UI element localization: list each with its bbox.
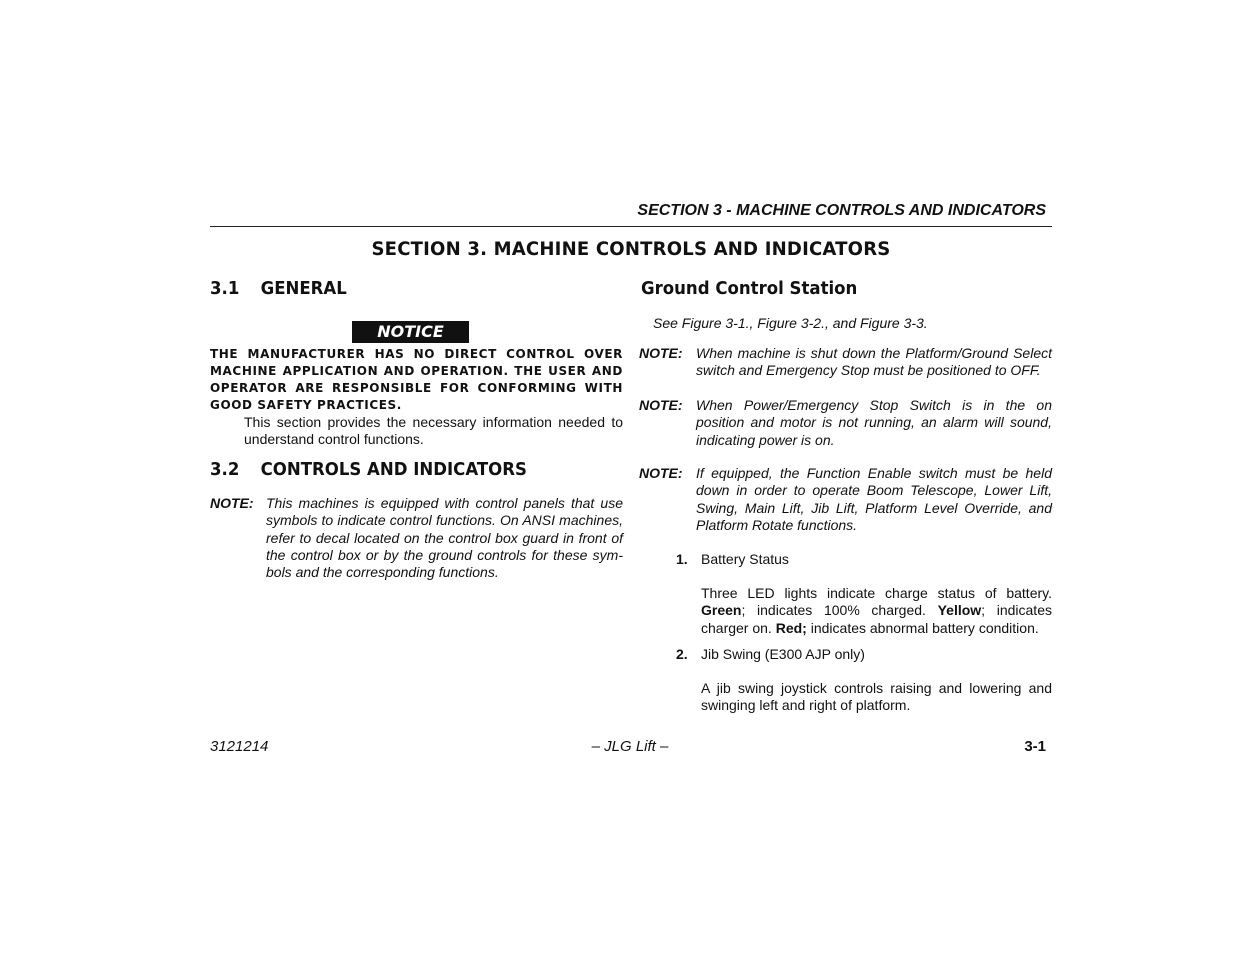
header-rule xyxy=(210,226,1052,227)
notice-label: NOTICE xyxy=(352,321,469,343)
heading-text: CONTROLS AND INDICATORS xyxy=(260,459,527,480)
list-item-number: 1. xyxy=(676,551,688,567)
status-yellow: Yellow xyxy=(937,602,982,619)
heading-number: 3.1 xyxy=(210,278,240,299)
list-item-title: Jib Swing (E300 AJP only) xyxy=(701,646,865,662)
status-red: Red; xyxy=(775,619,807,636)
heading-ground-control-station: Ground Control Station xyxy=(641,278,858,299)
section-title: SECTION 3. MACHINE CONTROLS AND INDICATORS xyxy=(371,238,891,260)
heading-controls xyxy=(210,459,527,480)
footer-publisher: – JLG Lift – xyxy=(591,738,669,755)
desc-text: indicates abnormal battery condition. xyxy=(810,619,1039,636)
desc-text: ; indicates 100% charged. xyxy=(741,602,926,619)
note-text: When Power/Emergency Stop Switch is in the on position and motor is not running, an alarm will sound, indicating power is on. xyxy=(696,397,1052,448)
general-paragraph: This section provides the necessary information needed to understand control functions. xyxy=(244,414,623,448)
note-text: This machines is equipped with control panels that use symbols to indicate control functions. On ANSI machines, refer to decal located on the control box guard in front of the control box or by the ground controls for these sym-bols and the corresponding functions. xyxy=(266,495,623,581)
list-item-title: Battery Status xyxy=(701,551,789,567)
heading-general xyxy=(210,278,347,299)
figure-reference: See Figure 3-1., Figure 3-2., and Figure 3-3. xyxy=(653,315,928,331)
note-label: NOTE: xyxy=(639,345,683,361)
note-label: NOTE: xyxy=(210,495,254,511)
list-item-description: A jib swing joystick controls raising and lowering and swinging left and right of platform. xyxy=(701,680,1052,714)
list-item-description xyxy=(701,585,1052,637)
desc-text: Three LED lights indicate charge status of battery. xyxy=(701,585,1052,601)
note-text: When machine is shut down the Platform/Ground Select switch and Emergency Stop must be positioned to OFF. xyxy=(696,345,1052,379)
status-green: Green xyxy=(701,602,742,619)
notice-text: THE MANUFACTURER HAS NO DIRECT CONTROL OVER MACHINE APPLICATION AND OPERATION. THE USER AND OPERATOR ARE RESPONSIBLE FOR CONFORMING WITH GOOD SAFETY PRACTICES. xyxy=(210,347,623,412)
note-label: NOTE: xyxy=(639,465,683,481)
running-header: SECTION 3 - MACHINE CONTROLS AND INDICATORS xyxy=(637,202,1046,219)
heading-text: GENERAL xyxy=(260,278,347,299)
desc-text: ; indicates charger on. xyxy=(701,602,1052,636)
footer-doc-number: 3121214 xyxy=(210,738,269,755)
list-item-number: 2. xyxy=(676,646,688,662)
footer-page-number: 3-1 xyxy=(1024,738,1046,755)
heading-number: 3.2 xyxy=(210,459,240,480)
note-text: If equipped, the Function Enable switch must be held down in order to operate Boom Telescope, Lower Lift, Swing, Main Lift, Jib Lift, Platform Level Override, and Platform Rotate functions. xyxy=(696,465,1052,533)
note-label: NOTE: xyxy=(639,397,683,413)
